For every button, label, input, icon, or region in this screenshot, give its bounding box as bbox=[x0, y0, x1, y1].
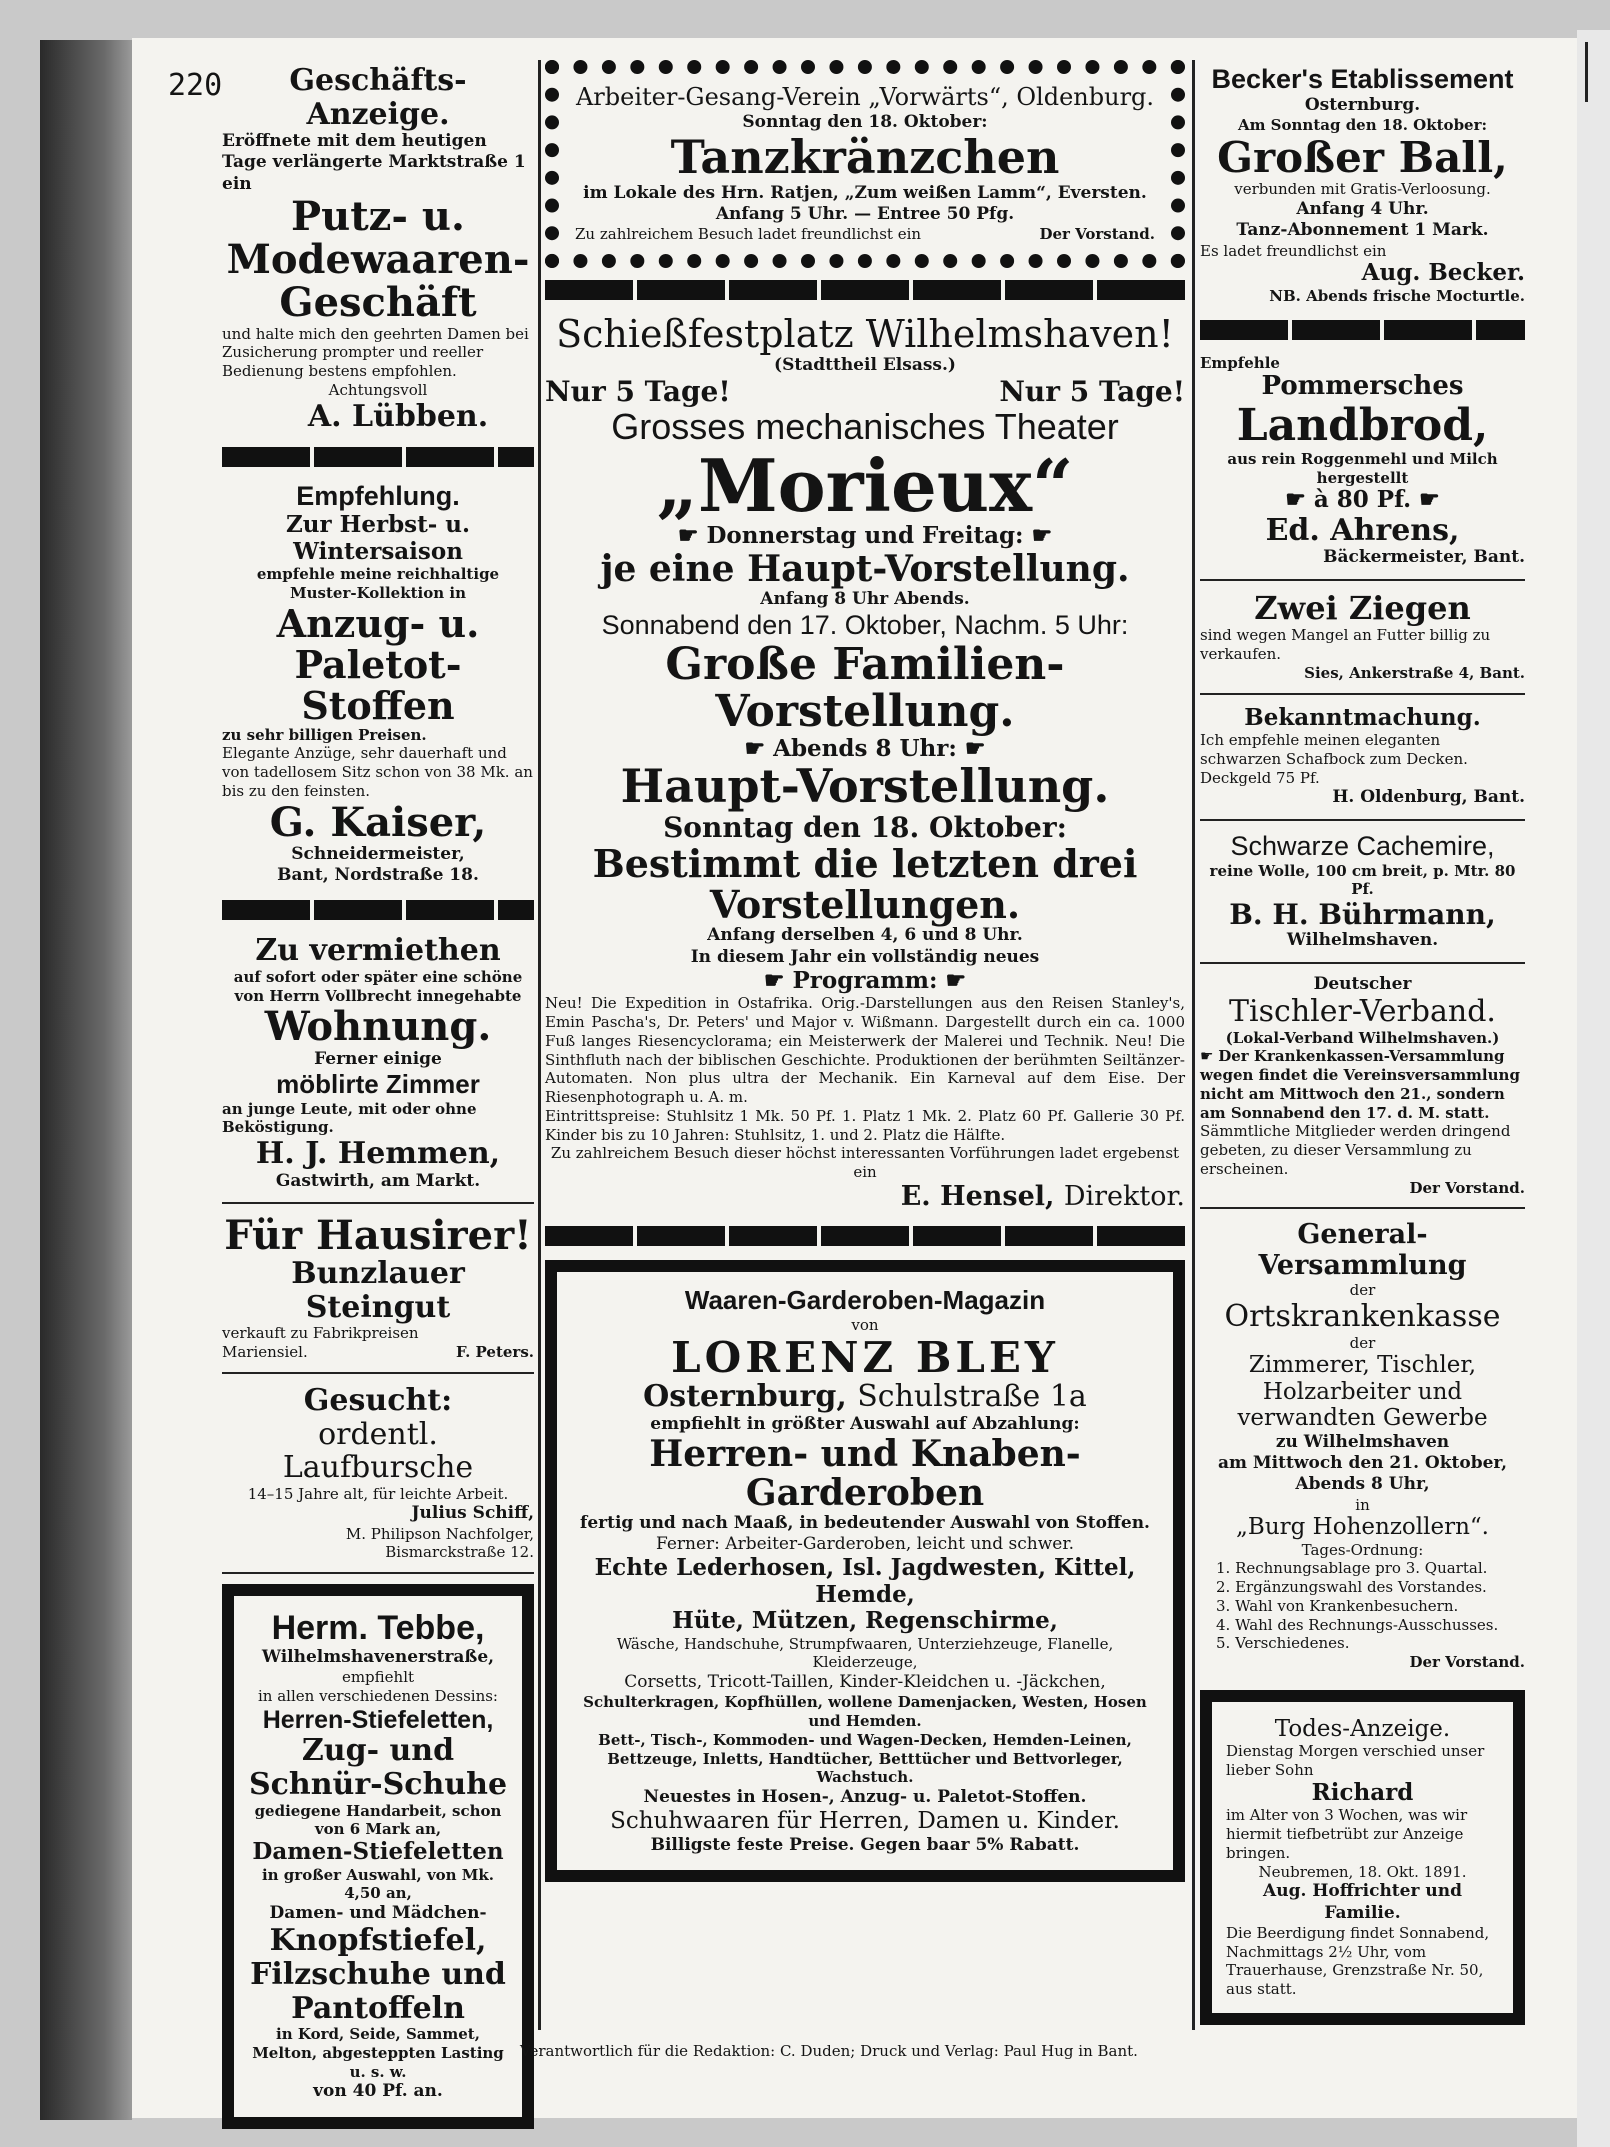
page-number: 220 bbox=[168, 68, 223, 103]
ad-address: Wilhelmshavenerstraße, bbox=[261, 1646, 495, 1667]
ad-venue: „Burg Hohenzollern“. bbox=[1236, 1514, 1489, 1541]
ad-intro: empfiehlt in größter Auswahl auf Abzahlung: bbox=[650, 1413, 1080, 1434]
ad-evening-text: Abends 8 Uhr: bbox=[773, 734, 957, 762]
ad-line: Echte Lederhosen, Isl. Jagdwesten, Kittel, Hemde, bbox=[594, 1554, 1136, 1608]
ad-address: Bäckermeister, Bant. bbox=[1323, 547, 1525, 568]
ad-signature: A. Lübben. bbox=[307, 398, 489, 434]
ad-funeral: Die Beerdigung findet Sonnabend, Nachmittags 2½ Uhr, vom Trauerhause, Grenzstraße Nr. 50, aus statt. bbox=[1226, 1923, 1490, 1999]
scan-edge bbox=[1577, 30, 1610, 2147]
ad-title: Pommersches bbox=[1261, 371, 1464, 402]
pointing-hand-icon: ☛ bbox=[763, 966, 785, 994]
ad-director-title: Direktor. bbox=[1063, 1180, 1185, 1212]
ad-regards: Achtungsvoll bbox=[328, 380, 428, 399]
separator-bar bbox=[222, 900, 534, 920]
page-footer: Verantwortlich für die Redaktion: C. Duden; Druck und Verlag: Paul Hug in Bant. bbox=[520, 2042, 1138, 2060]
ad-headline: ordentl. Laufbursche bbox=[282, 1416, 474, 1486]
ad-becker bbox=[1200, 60, 1525, 310]
ad-headline: Putz- u. Modewaaren-Geschäft bbox=[226, 192, 530, 327]
ad-times: Anfang derselben 4, 6 und 8 Uhr. bbox=[707, 925, 1023, 946]
agenda-item: 3. Wahl von Krankenbesuchern. bbox=[1216, 1596, 1459, 1615]
ad-body: reine Wolle, 100 cm breit, p. Mtr. 80 Pf. bbox=[1209, 861, 1516, 899]
ad-title: Gesucht: bbox=[303, 1382, 453, 1418]
ad-line: Hüte, Mützen, Regenschirme, bbox=[672, 1607, 1058, 1635]
ad-signature: Aug. Becker. bbox=[1361, 259, 1525, 287]
ad-days-1-text: Donnerstag und Freitag: bbox=[706, 522, 1024, 550]
ad-detail: in Kord, Seide, Sammet, Melton, abgesteppten Lasting u. s. w. bbox=[252, 2025, 504, 2081]
ad-body: 14–15 Jahre alt, für leichte Arbeit. bbox=[247, 1484, 509, 1503]
ad-headline: Herren- und Knaben-Garderoben bbox=[649, 1433, 1081, 1514]
ad-title: Becker's Etablissement bbox=[1211, 64, 1514, 94]
pointing-hand-icon: ☛ bbox=[677, 522, 699, 550]
ad-line: Bett-, Tisch-, Kommoden- und Wagen-Decken, Hemden-Leinen, Bettzeuge, Inletts, Handtücher, Betttücher und Bettvorleger, Wachstuch. bbox=[598, 1730, 1132, 1787]
column-rule-2 bbox=[1192, 60, 1195, 2030]
ad-club: Arbeiter-Gesang-Verein „Vorwärts“, Oldenburg. bbox=[575, 83, 1155, 111]
ad-start-1: Anfang 8 Uhr Abends. bbox=[760, 588, 970, 609]
ad-prices: Eintrittspreise: Stuhlsitz 1 Mk. 50 Pf. 1. Platz 1 Mk. 2. Platz 60 Pf. Gallerie 30 Pf. Kinder bis zu 10 Jahren: Stuhlsitz, 1. und 2. Platz die Hälfte. bbox=[545, 1106, 1185, 1144]
ad-signature: B. H. Bührmann, bbox=[1229, 898, 1496, 932]
ad-body-1-text: Der Krankenkassen-Versammlung wegen findet die Vereinsversammlung nicht am Mittwoch den 21., sondern am Sonnabend den 17. d. M. statt. bbox=[1200, 1047, 1520, 1122]
ad-title: General-Versammlung bbox=[1258, 1219, 1467, 1282]
column-rule-1 bbox=[538, 60, 541, 2030]
ad-program bbox=[545, 968, 1185, 994]
ad-title: Geschäfts-Anzeige. bbox=[289, 63, 467, 132]
ad-headline: Landbrod, bbox=[1236, 400, 1489, 452]
ad-peters bbox=[222, 1210, 534, 1366]
ad-main-show: Haupt-Vorstellung. bbox=[620, 759, 1110, 814]
ad-director-name: E. Hensel, bbox=[900, 1180, 1055, 1212]
agenda-item: 4. Wahl des Rechnungs-Ausschusses. bbox=[1216, 1615, 1499, 1634]
ad-headline: Tischler-Verband. bbox=[1229, 993, 1496, 1029]
ad-agenda bbox=[1200, 1559, 1525, 1653]
ad-hemmen bbox=[222, 930, 534, 1196]
ad-latest: Neuestes in Hosen-, Anzug- u. Paletot-Stoffen. bbox=[643, 1787, 1087, 1808]
ad-days-right: Nur 5 Tage! bbox=[999, 375, 1185, 409]
ad-days-row bbox=[545, 376, 1185, 407]
ad-family-show: Große Familien-Vorstellung. bbox=[665, 638, 1065, 738]
ad-date: Am Sonntag den 18. Oktober: bbox=[1237, 116, 1488, 135]
ad-address: Gastwirth, am Markt. bbox=[275, 1170, 481, 1191]
ad-place: zu Wilhelmshaven bbox=[1275, 1431, 1450, 1452]
ad-detail: in großer Auswahl, von Mk. 4,50 an, bbox=[261, 1865, 495, 1903]
ad-program-text: Programm: bbox=[792, 966, 938, 994]
ad-profession: Schneidermeister, bbox=[291, 843, 465, 864]
ad-ahrens bbox=[1200, 350, 1525, 573]
ad-item: Herren-Stiefeletten, bbox=[262, 1705, 494, 1734]
agenda-item: 5. Verschiedenes. bbox=[1216, 1634, 1350, 1653]
ad-fee: Tanz-Abonnement 1 Mark. bbox=[1236, 220, 1489, 241]
ad-made: fertig und nach Maaß, in bedeutender Auswahl von Stoffen. bbox=[580, 1512, 1150, 1533]
ad-signature: H. J. Hemmen, bbox=[255, 1136, 501, 1172]
ad-address: Bismarckstraße 12. bbox=[385, 1543, 534, 1562]
ad-place: Osternburg. bbox=[1304, 95, 1421, 116]
ad-agenda-title: Tages-Ordnung: bbox=[1301, 1540, 1424, 1559]
pointing-hand-icon: ☛ bbox=[945, 966, 967, 994]
ad-name: Richard bbox=[1311, 1778, 1414, 1806]
ad-sies bbox=[1200, 587, 1525, 687]
ad-title: Zu vermiethen bbox=[255, 933, 501, 969]
ad-intro: auf sofort oder später eine schöne von Herrn Vollbrecht innegehabte bbox=[233, 967, 523, 1005]
ad-todesanzeige bbox=[1200, 1690, 1525, 2025]
ad-address: Wilhelmshaven. bbox=[1286, 930, 1439, 951]
ad-address: Sies, Ankerstraße 4, Bant. bbox=[1304, 663, 1525, 682]
ad-vorwaerts bbox=[545, 60, 1185, 268]
ad-headline: Bunzlauer Steingut bbox=[291, 1256, 465, 1325]
ad-tebbe bbox=[222, 1584, 534, 2128]
ad-pre: Deutscher bbox=[1313, 973, 1412, 994]
ad-name: „Morieux“ bbox=[656, 442, 1074, 528]
ad-headline: Schwarze Cachemire, bbox=[1230, 830, 1495, 861]
ad-invite: Zu zahlreichem Besuch ladet freundlichst ein bbox=[575, 225, 922, 244]
ad-headline: Anzug- u. Paletot-Stoffen bbox=[276, 600, 480, 728]
ad-signature: Der Vorstand. bbox=[1409, 1653, 1525, 1672]
ad-description: Neu! Die Expedition in Ostafrika. Orig.-Darstellungen aus den Reisen Stanley's, Emin Pascha's, Dr. Peters' und Major v. Wißmann. Dargestellt durch ein ca. 1000 Fuß langes Riesencyclorama; ein Meisterwerk der Malerei und Technik. Neu! Die Sinthfluth nach der biblischen Geschichte. Produktionen der berühmten Seiltänzer-Automaten. Non plus ultra der Mechanik. Ein Karneval auf dem Eise. Der Riesenphotograph u. A. m. bbox=[545, 994, 1185, 1107]
ad-parents: Aug. Hoffrichter und Familie. bbox=[1263, 1881, 1462, 1923]
separator-bar bbox=[545, 280, 1185, 300]
pointing-hand-icon: ☛ bbox=[964, 734, 986, 762]
ad-body-1 bbox=[1200, 1047, 1525, 1122]
ad-intro: Dienstag Morgen verschied unser lieber Sohn bbox=[1226, 1742, 1485, 1780]
ad-title: Waaren-Garderoben-Magazin bbox=[684, 1285, 1046, 1316]
ad-signature: H. Oldenburg, Bant. bbox=[1332, 787, 1525, 808]
ad-detail: gediegene Handarbeit, schon von 6 Mark an, bbox=[254, 1801, 502, 1839]
ad-der: der bbox=[1349, 1333, 1376, 1352]
ad-place: im Lokale des Hrn. Ratjen, „Zum weißen Lamm“, Eversten. bbox=[583, 182, 1147, 203]
ad-luebben bbox=[222, 60, 534, 437]
ad-start: Anfang 5 Uhr. — Entree 50 Pfg. bbox=[715, 203, 1015, 224]
column-left bbox=[222, 60, 534, 2129]
ad-title: Todes-Anzeige. bbox=[1274, 1715, 1451, 1742]
ad-director bbox=[545, 1182, 1185, 1212]
ad-body: Ich empfehle meinen eleganten schwarzen Schafbock zum Decken. Deckgeld 75 Pf. bbox=[1200, 731, 1468, 787]
ad-theatre: Grosses mechanisches Theater bbox=[611, 406, 1119, 448]
ad-body: und halte mich den geehrten Damen bei Zusicherung prompter und reeller Bedienung bestens empfohlen. bbox=[222, 324, 529, 380]
ad-price: zu sehr billigen Preisen. bbox=[222, 725, 427, 744]
ad-intro: Eröffnete mit dem heutigen Tage verlängerte Marktstraße 1 ein bbox=[222, 131, 526, 194]
ad-headline: Ortskrankenkasse bbox=[1224, 1299, 1501, 1335]
ad-shoes: Schuhwaaren für Herren, Damen u. Kinder. bbox=[610, 1808, 1120, 1835]
ad-signature: G. Kaiser, bbox=[269, 798, 487, 846]
ad-footer-row bbox=[222, 1343, 534, 1362]
ad-kaiser bbox=[222, 477, 534, 890]
separator-bar bbox=[222, 447, 534, 467]
ad-place: Osternburg, bbox=[643, 1379, 847, 1415]
ad-rooms: möblirte Zimmer bbox=[276, 1068, 480, 1099]
column-right bbox=[1200, 60, 1525, 2025]
ad-place-row bbox=[571, 1380, 1159, 1414]
pointing-hand-icon: ☛ bbox=[744, 734, 766, 762]
ad-price: von 40 Pf. an. bbox=[313, 2081, 443, 2102]
ad-signature: F. Peters. bbox=[455, 1343, 534, 1362]
ad-street: Schulstraße 1a bbox=[857, 1379, 1087, 1415]
ad-start: Anfang 4 Uhr. bbox=[1296, 199, 1429, 220]
pointing-hand-icon: ☛ bbox=[1031, 522, 1053, 550]
ad-district: (Stadttheil Elsass.) bbox=[774, 354, 956, 375]
agenda-item: 1. Rechnungsablage pro 3. Quartal. bbox=[1216, 1559, 1488, 1578]
ad-nb: NB. Abends frische Mocturtle. bbox=[1269, 286, 1525, 305]
ad-body: sind wegen Mangel an Futter billig zu verkaufen. bbox=[1200, 626, 1491, 664]
ad-name: Herm. Tebbe, bbox=[271, 1609, 485, 1648]
separator-rule bbox=[1200, 1207, 1525, 1209]
ad-show-1: je eine Haupt-Vorstellung. bbox=[600, 547, 1130, 590]
separator-rule bbox=[1200, 693, 1525, 695]
ad-days-left: Nur 5 Tage! bbox=[545, 375, 731, 409]
ad-sub: (Lokal-Verband Wilhelmshaven.) bbox=[1225, 1028, 1500, 1047]
ad-price: à 80 Pf. bbox=[1313, 486, 1412, 514]
ad-title: Für Hausirer! bbox=[224, 1212, 532, 1260]
ad-schiff bbox=[222, 1380, 534, 1566]
ad-last-shows: Bestimmt die letzten drei Vorstellungen. bbox=[592, 841, 1138, 928]
ad-body: verkauft zu Fabrikpreisen bbox=[222, 1324, 419, 1343]
ad-signature: Der Vorstand. bbox=[1039, 225, 1155, 244]
ad-title: Empfehlung. bbox=[296, 481, 460, 512]
ad-von: von bbox=[851, 1316, 879, 1335]
pointing-hand-icon: ☛ bbox=[1285, 486, 1306, 514]
ad-line: Wäsche, Handschuhe, Strumpfwaaren, Unterziehzeuge, Flanelle, Kleiderzeuge, bbox=[616, 1634, 1114, 1672]
book-binding bbox=[40, 40, 132, 2120]
separator-rule bbox=[1200, 819, 1525, 821]
ad-tischler bbox=[1200, 970, 1525, 1202]
ad-date: Sonntag den 18. Oktober: bbox=[742, 111, 988, 132]
ad-empfehle: Empfehle bbox=[1200, 353, 1280, 372]
ad-headline: Wohnung. bbox=[264, 1003, 492, 1051]
ad-item: Knopfstiefel, bbox=[269, 1923, 487, 1959]
pointing-hand-icon: ☛ bbox=[1200, 1047, 1214, 1066]
ad-detail: Damen- und Mädchen- bbox=[269, 1903, 487, 1924]
separator-bar bbox=[1200, 320, 1525, 340]
ad-footer-row bbox=[575, 225, 1155, 244]
ad-sunday: Sonntag den 18. Oktober: bbox=[663, 811, 1067, 845]
ad-ortskrankenkasse bbox=[1200, 1215, 1525, 1676]
separator-rule bbox=[222, 1372, 534, 1374]
ad-signature: Der Vorstand. bbox=[1409, 1178, 1525, 1197]
separator-rule bbox=[1200, 579, 1525, 581]
ad-ferner: Ferner: Arbeiter-Garderoben, leicht und schwer. bbox=[655, 1534, 1074, 1554]
ad-title: Bekanntmachung. bbox=[1244, 703, 1481, 731]
ad-members: Zimmerer, Tischler, Holzarbeiter und verwandten Gewerbe bbox=[1237, 1352, 1488, 1432]
ad-address: Bant, Nordstraße 18. bbox=[277, 865, 479, 886]
ad-season: Zur Herbst- u. Wintersaison bbox=[285, 511, 471, 565]
ad-line: Schulterkragen, Kopfhüllen, wollene Damenjacken, Westen, Hosen und Hemden. bbox=[583, 1693, 1147, 1731]
ad-desc: aus rein Roggenmehl und Milch hergestellt bbox=[1227, 449, 1498, 487]
ad-in: in bbox=[1355, 1495, 1370, 1514]
ad-body: an junge Leute, mit oder ohne Beköstigung. bbox=[222, 1099, 477, 1137]
separator-rule bbox=[222, 1202, 534, 1204]
ad-intro: empfehle meine reichhaltige Muster-Kollektion in bbox=[256, 565, 500, 602]
ad-body: Elegante Anzüge, sehr dauerhaft und von tadellosem Sitz schon von 38 Mk. an bis zu den feinsten. bbox=[222, 744, 533, 800]
separator-rule bbox=[1200, 962, 1525, 964]
ad-new: In diesem Jahr ein vollständig neues bbox=[690, 946, 1040, 967]
ad-line: Corsetts, Tricott-Taillen, Kinder-Kleidchen u. -Jäckchen, bbox=[624, 1672, 1106, 1693]
agenda-item: 2. Ergänzungswahl des Vorstandes. bbox=[1216, 1578, 1487, 1597]
ad-signature: Julius Schiff, bbox=[411, 1503, 534, 1524]
ad-buehrmann bbox=[1200, 827, 1525, 956]
ad-date: am Mittwoch den 21. Oktober, Abends 8 Uhr, bbox=[1217, 1453, 1508, 1495]
ad-intro: in allen verschiedenen Dessins: bbox=[258, 1686, 498, 1705]
ad-body-2: Sämmtliche Mitglieder werden dringend gebeten, zu dieser Versammlung zu erscheinen. bbox=[1200, 1122, 1511, 1178]
ad-invite: Es ladet freundlichst ein bbox=[1200, 241, 1387, 260]
column-center bbox=[545, 60, 1185, 1882]
ad-subline: M. Philipson Nachfolger, bbox=[345, 1524, 534, 1543]
ad-morieux bbox=[545, 310, 1185, 1216]
ad-headline: Tanzkränzchen bbox=[670, 129, 1060, 184]
ad-headline: Großer Ball, bbox=[1217, 133, 1508, 183]
ad-place: Schießfestplatz Wilhelmshaven! bbox=[556, 311, 1174, 356]
ad-terms: Billigste feste Preise. Gegen baar 5% Rabatt. bbox=[650, 1834, 1080, 1855]
ad-saturday: Sonnabend den 17. Oktober, Nachm. 5 Uhr: bbox=[601, 609, 1129, 640]
ad-signature: Ed. Ahrens, bbox=[1265, 512, 1460, 548]
ad-days-1 bbox=[545, 523, 1185, 549]
ad-name: LORENZ BLEY bbox=[671, 1332, 1059, 1382]
ad-empfiehlt: empfiehlt bbox=[341, 1668, 415, 1687]
ad-invite: Zu zahlreichem Besuch dieser höchst interessanten Vorführungen ladet ergebenst ein bbox=[550, 1144, 1180, 1182]
ad-price-row bbox=[1200, 487, 1525, 513]
ad-headline: Zwei Ziegen bbox=[1254, 588, 1471, 627]
ad-item: Filzschuhe und Pantoffeln bbox=[250, 1956, 506, 2026]
ad-body: im Alter von 3 Wochen, was wir hiermit tiefbetrübt zur Anzeige bringen. bbox=[1226, 1806, 1468, 1862]
ad-oldenburg bbox=[1200, 701, 1525, 813]
ad-date: Neubremen, 18. Okt. 1891. bbox=[1258, 1862, 1467, 1881]
ad-item: Damen-Stiefeletten bbox=[252, 1838, 504, 1866]
ad-sub: verbunden mit Gratis-Verloosung. bbox=[1234, 180, 1491, 199]
ad-item: Zug- und Schnür-Schuhe bbox=[248, 1733, 508, 1803]
ad-ferner: Ferner einige bbox=[314, 1048, 442, 1069]
ad-bley bbox=[545, 1260, 1185, 1882]
separator-rule bbox=[222, 1572, 534, 1574]
separator-bar bbox=[545, 1226, 1185, 1246]
ad-der: der bbox=[1349, 1281, 1376, 1300]
ad-place: Mariensiel. bbox=[222, 1343, 308, 1362]
pointing-hand-icon: ☛ bbox=[1419, 486, 1440, 514]
